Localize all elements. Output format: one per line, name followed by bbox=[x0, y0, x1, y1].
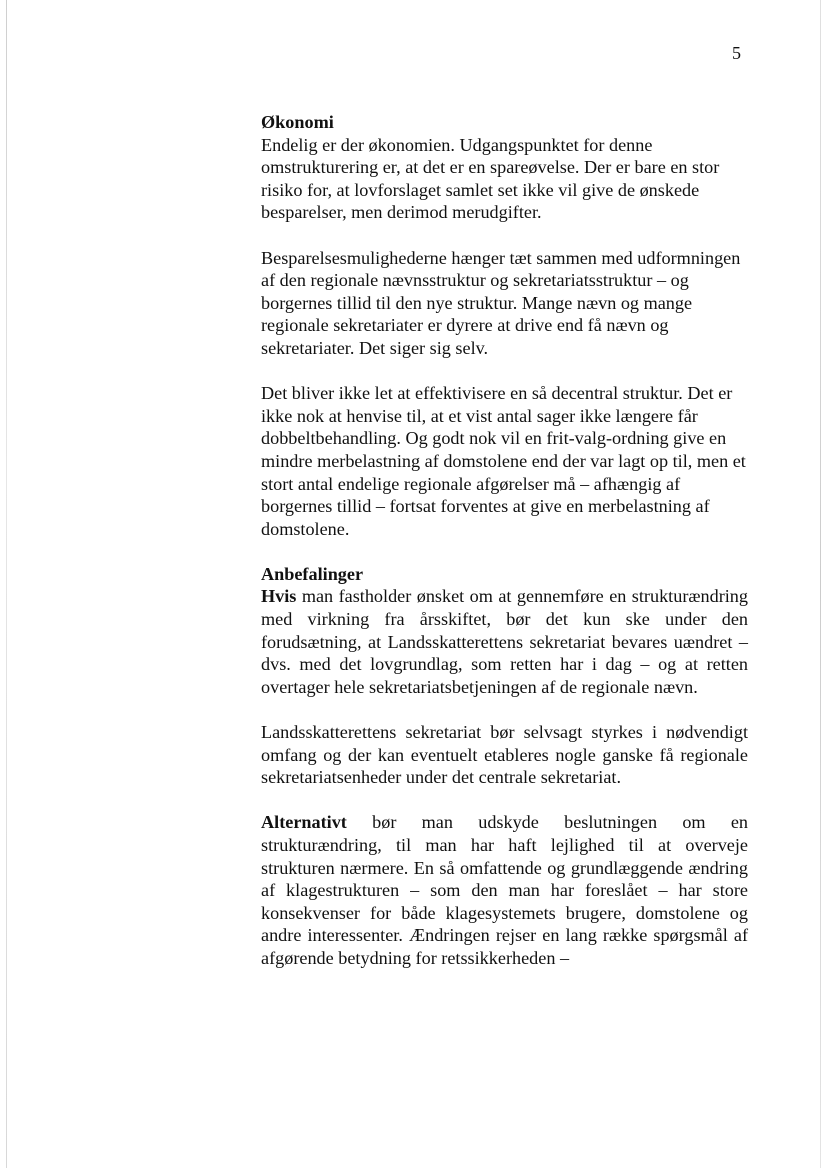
paragraph-gap bbox=[261, 360, 748, 383]
paragraph-lead-alternativt: Alternativt bbox=[261, 812, 347, 833]
scan-edge-right bbox=[820, 0, 821, 1168]
paragraph-gap bbox=[261, 698, 748, 721]
document-body bbox=[261, 111, 748, 970]
paragraph-gap bbox=[261, 224, 748, 247]
page-number: 5 bbox=[732, 43, 741, 63]
paragraph-anbefalinger-1 bbox=[261, 585, 748, 698]
paragraph-gap bbox=[261, 540, 748, 563]
paragraph-text: bør man udskyde beslutningen om en strukturændring, til man har haft lejlighed til at overveje strukturen nærmere. En så omfattende og grundlæggende ændring af klagestrukturen – som den man har foreslået – har store konsekvenser for både klagesystemets brugere, domstolene og andre interessenter. Ændringen rejser en lang række spørgsmål af afgørende betydning for retssikkerheden – bbox=[261, 812, 748, 968]
paragraph-anbefalinger-2: Landsskatterettens sekretariat bør selvsagt styrkes i nødvendigt omfang og der kan eventuelt etableres nogle ganske få regionale sekretariatsenheder under det centrale sekretariat. bbox=[261, 722, 748, 788]
paragraph-anbefalinger-3 bbox=[261, 811, 748, 969]
section-heading-anbefalinger: Anbefalinger bbox=[261, 563, 364, 584]
paragraph-gap bbox=[261, 789, 748, 812]
paragraph-lead-hvis: Hvis bbox=[261, 586, 297, 607]
section-heading-okonomi: Økonomi bbox=[261, 112, 334, 132]
paragraph-text: man fastholder ønsket om at gennemføre en strukturændring med virkning fra årsskiftet, bør det kun ske under den forudsætning, at Landsskatterettens sekretariat bevares uændret – dvs. med det lovgrundlag, som retten har i dag – og at retten overtager hele sekretariatsbetjeningen af de regionale nævn. bbox=[261, 586, 748, 697]
paragraph-okonomi-1: Endelig er der økonomien. Udgangspunktet for denne omstrukturering er, at det er en spareøvelse. Der er bare en stor risiko for, at lovforslaget samlet set ikke vil give de ønskede besparelser, men derimod merudgifter. bbox=[261, 134, 720, 223]
paragraph-okonomi-3: Det bliver ikke let at effektivisere en så decentral struktur. Det er ikke nok at henvise til, at et vist antal sager ikke længere får dobbeltbehandling. Og godt nok vil en frit-valg-ordning give en mindre merbelastning af domstolene end der var lagt op til, men et stort antal endelige regionale afgørelser må – afhængig af borgernes tillid – fortsat forventes at give en merbelastning af domstolene. bbox=[261, 383, 746, 539]
paragraph-okonomi-2: Besparelsesmulighederne hænger tæt sammen med udformningen af den regionale nævnsstruktur og sekretariatsstruktur – og borgernes tillid til den nye struktur. Mange nævn og mange regionale sekretariater er dyrere at drive end få nævn og sekretariater. Det siger sig selv. bbox=[261, 247, 741, 358]
scan-edge-left bbox=[6, 0, 7, 1168]
